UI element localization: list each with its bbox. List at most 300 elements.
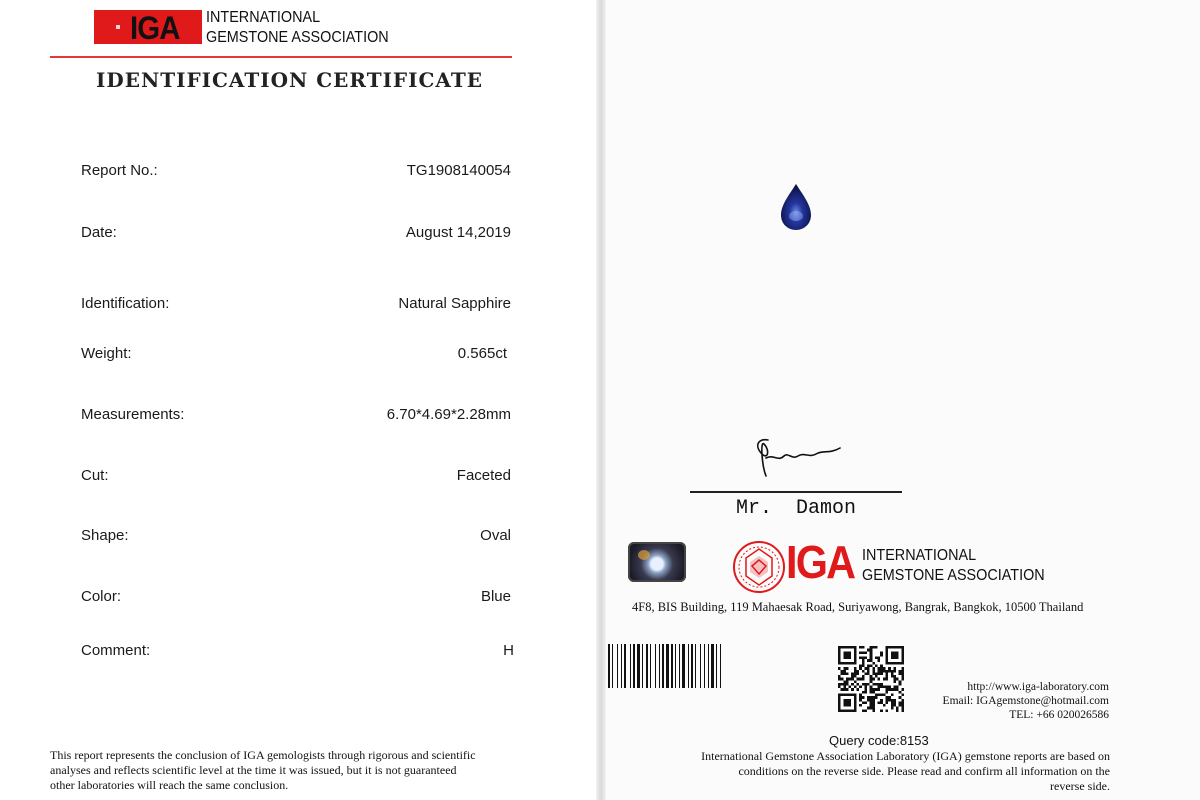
qr-module <box>864 667 867 670</box>
qr-module <box>851 675 854 678</box>
qr-module <box>891 670 894 673</box>
qr-module <box>880 664 883 667</box>
qr-module <box>893 678 896 681</box>
qr-module <box>883 686 886 689</box>
qr-module <box>880 654 883 657</box>
qr-module <box>864 657 867 660</box>
qr-module <box>870 649 873 652</box>
qr-module <box>888 670 891 673</box>
qr-module <box>870 646 873 649</box>
gemstone-photo <box>779 183 813 231</box>
qr-module <box>862 657 865 660</box>
qr-module <box>880 701 883 704</box>
qr-module <box>888 696 891 699</box>
barcode-bar <box>621 644 622 688</box>
qr-module <box>856 670 859 673</box>
qr-module <box>891 701 894 704</box>
qr-module <box>872 672 875 675</box>
qr-module <box>896 707 899 710</box>
qr-module <box>891 694 894 697</box>
field-label: Report No.: <box>81 162 158 179</box>
field-label: Comment: <box>81 642 151 659</box>
barcode-bar <box>655 644 656 688</box>
logo-dot <box>116 25 120 29</box>
field-label: Date: <box>81 224 117 241</box>
qr-module <box>875 683 878 686</box>
qr-module <box>867 659 870 662</box>
field-value: Oval <box>480 527 511 544</box>
qr-module <box>875 688 878 691</box>
qr-module <box>880 694 883 697</box>
qr-module <box>846 683 849 686</box>
qr-module <box>859 699 862 702</box>
qr-module <box>886 691 889 694</box>
barcode-bar <box>617 644 618 688</box>
qr-module <box>880 709 883 712</box>
qr-module <box>841 688 844 691</box>
qr-module <box>851 678 854 681</box>
qr-module <box>883 704 886 707</box>
qr-module <box>893 675 896 678</box>
qr-module <box>838 686 841 689</box>
barcode-bar <box>688 644 689 688</box>
barcode-bar <box>642 644 643 688</box>
signature <box>748 432 848 482</box>
field-value: TG1908140054 <box>406 162 511 179</box>
qr-module <box>880 651 883 654</box>
qr-module <box>875 696 878 699</box>
tel-text: TEL: +66 020026586 <box>1009 709 1109 721</box>
qr-module <box>888 699 891 702</box>
qr-module <box>862 675 865 678</box>
qr-module <box>870 704 873 707</box>
qr-module <box>862 701 865 704</box>
qr-module <box>880 670 883 673</box>
qr-module <box>886 699 889 702</box>
qr-module <box>893 688 896 691</box>
qr-module <box>891 704 894 707</box>
field-label: Identification: <box>81 295 170 312</box>
qr-module <box>870 701 873 704</box>
qr-module <box>859 664 862 667</box>
qr-module <box>878 659 881 662</box>
qr-module <box>901 667 904 670</box>
qr-module <box>899 691 902 694</box>
qr-module <box>867 649 870 652</box>
qr-module <box>891 675 894 678</box>
barcode-bar <box>624 644 626 688</box>
qr-module <box>859 667 862 670</box>
qr-module <box>859 686 862 689</box>
field-cut <box>81 467 511 487</box>
query-code: Query code:8153 <box>829 733 929 748</box>
field-value: Blue <box>480 588 511 605</box>
qr-module <box>899 672 902 675</box>
qr-module <box>883 694 886 697</box>
field-measurements <box>81 406 511 426</box>
field-label: Color: <box>81 588 122 605</box>
qr-module <box>846 680 849 683</box>
qr-module <box>843 683 846 686</box>
qr-module <box>886 678 889 681</box>
qr-module <box>867 667 870 670</box>
field-label: Weight: <box>81 345 132 362</box>
qr-module <box>893 686 896 689</box>
field-label: Shape: <box>81 527 129 544</box>
qr-module <box>893 670 896 673</box>
field-value: Faceted <box>456 467 511 484</box>
qr-module <box>864 683 867 686</box>
qr-module <box>854 680 857 683</box>
qr-module <box>843 686 846 689</box>
qr-module <box>843 667 846 670</box>
qr-module <box>867 696 870 699</box>
qr-module <box>886 670 889 673</box>
barcode-bar <box>608 644 610 688</box>
qr-module <box>867 672 870 675</box>
qr-module <box>862 678 865 681</box>
qr-module <box>886 672 889 675</box>
qr-module <box>896 709 899 712</box>
qr-module <box>886 701 889 704</box>
qr-module <box>843 672 846 675</box>
qr-module <box>862 670 865 673</box>
qr-module <box>901 675 904 678</box>
notice-line: reverse side. <box>1050 779 1110 793</box>
qr-module <box>901 694 904 697</box>
qr-module <box>859 696 862 699</box>
field-shape <box>81 527 511 547</box>
qr-module <box>838 678 841 681</box>
header-divider <box>50 56 512 58</box>
qr-module <box>870 654 873 657</box>
qr-module <box>846 672 849 675</box>
qr-module <box>872 709 875 712</box>
qr-module <box>878 688 881 691</box>
qr-module <box>878 686 881 689</box>
qr-module <box>878 667 881 670</box>
barcode-bar <box>704 644 705 688</box>
barcode-bar <box>708 644 709 688</box>
qr-module <box>896 688 899 691</box>
qr-module <box>841 672 844 675</box>
certificate-title: IDENTIFICATION CERTIFICATE <box>96 68 483 92</box>
barcode-bar <box>662 644 664 688</box>
field-value: H <box>503 642 514 659</box>
qr-module <box>891 651 899 659</box>
qr-module <box>901 678 904 681</box>
qr-module <box>880 686 883 689</box>
qr-module <box>870 675 873 678</box>
qr-module <box>864 686 867 689</box>
qr-module <box>862 659 865 662</box>
qr-module <box>843 680 846 683</box>
qr-module <box>864 672 867 675</box>
qr-module <box>901 688 904 691</box>
barcode-bar <box>637 644 640 688</box>
qr-module <box>859 646 862 649</box>
notice-line: conditions on the reverse side. Please read and confirm all information on the <box>738 764 1110 778</box>
qr-module <box>859 678 862 681</box>
contact-info <box>943 680 1109 722</box>
qr-module <box>838 667 841 670</box>
barcode-bar <box>671 644 673 688</box>
qr-module <box>846 678 849 681</box>
qr-module <box>870 699 873 702</box>
qr-module <box>891 707 894 710</box>
footer-org-name <box>862 546 1045 586</box>
qr-module <box>870 664 873 667</box>
email-text: Email: IGAgemstone@hotmail.com <box>942 695 1109 707</box>
field-comment <box>81 642 514 662</box>
qr-module <box>893 701 896 704</box>
footer-org-line2: GEMSTONE ASSOCIATION <box>862 567 1045 584</box>
qr-module <box>883 670 886 673</box>
field-value: Natural Sapphire <box>398 295 511 312</box>
qr-module <box>893 699 896 702</box>
qr-module <box>870 691 873 694</box>
qr-module <box>870 651 873 654</box>
qr-module <box>883 667 886 670</box>
qr-module <box>854 667 857 670</box>
qr-module <box>856 672 859 675</box>
qr-module <box>849 678 852 681</box>
barcode <box>608 644 802 688</box>
barcode-bar <box>633 644 635 688</box>
qr-module <box>841 683 844 686</box>
qr-module <box>878 694 881 697</box>
qr-module <box>872 696 875 699</box>
qr-module <box>875 664 878 667</box>
qr-module <box>851 688 854 691</box>
hologram-sticker <box>628 542 686 582</box>
website-text: http://www.iga-laboratory.com <box>967 681 1109 693</box>
field-date <box>81 224 511 244</box>
barcode-bar <box>691 644 693 688</box>
qr-module <box>867 664 870 667</box>
qr-module <box>880 672 883 675</box>
qr-module <box>856 688 859 691</box>
qr-module <box>859 651 862 654</box>
barcode-bar <box>650 644 651 688</box>
qr-module <box>886 686 889 689</box>
qr-module <box>883 678 886 681</box>
qr-module <box>864 651 867 654</box>
qr-module <box>867 707 870 710</box>
qr-module <box>886 709 889 712</box>
qr-module <box>878 670 881 673</box>
qr-module <box>864 691 867 694</box>
qr-module <box>901 707 904 710</box>
qr-module <box>872 662 875 665</box>
qr-module <box>872 704 875 707</box>
qr-module <box>841 678 844 681</box>
qr-module <box>870 696 873 699</box>
qr-module <box>901 699 904 702</box>
qr-module <box>859 694 862 697</box>
qr-module <box>870 686 873 689</box>
qr-module <box>893 667 896 670</box>
qr-module <box>862 651 865 654</box>
qr-module <box>867 670 870 673</box>
qr-module <box>870 657 873 660</box>
qr-module <box>878 672 881 675</box>
qr-module <box>901 704 904 707</box>
field-report-no <box>81 162 511 182</box>
iga-logo-text: IGA <box>130 10 180 46</box>
barcode-bar <box>700 644 701 688</box>
qr-module <box>862 646 865 649</box>
qr-module <box>888 667 891 670</box>
qr-module <box>851 672 854 675</box>
qr-module <box>843 699 851 707</box>
iga-logo-block <box>94 10 202 44</box>
qr-module <box>872 667 875 670</box>
barcode-bar <box>659 644 660 688</box>
field-weight <box>81 345 511 365</box>
qr-module <box>872 707 875 710</box>
qr-module <box>878 657 881 660</box>
qr-module <box>878 701 881 704</box>
qr-module <box>862 662 865 665</box>
qr-module <box>851 683 854 686</box>
qr-module <box>899 701 902 704</box>
org-name <box>206 8 389 48</box>
qr-module <box>854 675 857 678</box>
disclaimer <box>50 748 520 793</box>
qr-module <box>893 704 896 707</box>
iga-seal-icon <box>732 540 786 594</box>
qr-module <box>888 686 891 689</box>
qr-module <box>838 675 841 678</box>
qr-module <box>846 667 849 670</box>
qr-module <box>880 683 883 686</box>
qr-module <box>854 670 857 673</box>
qr-module <box>899 670 902 673</box>
org-name-line2: GEMSTONE ASSOCIATION <box>206 29 389 46</box>
qr-module <box>859 704 862 707</box>
field-value: 0.565ct <box>457 345 507 362</box>
qr-module <box>862 691 865 694</box>
qr-module <box>856 683 859 686</box>
qr-module <box>899 704 902 707</box>
qr-module <box>893 680 896 683</box>
qr-module <box>854 686 857 689</box>
qr-module <box>899 680 902 683</box>
barcode-bar <box>630 644 631 688</box>
qr-module <box>878 678 881 681</box>
iga-footer-logo-text: IGA <box>786 536 855 588</box>
qr-module <box>875 646 878 649</box>
qr-module <box>849 686 852 689</box>
qr-module <box>899 696 902 699</box>
qr-module <box>867 683 870 686</box>
field-label: Cut: <box>81 467 109 484</box>
qr-module <box>891 688 894 691</box>
qr-module <box>872 683 875 686</box>
qr-module <box>875 657 878 660</box>
qr-code <box>838 646 904 712</box>
signature-line <box>690 491 902 493</box>
qr-module <box>872 678 875 681</box>
qr-module <box>838 683 841 686</box>
barcode-bar <box>646 644 648 688</box>
signatory-name: Mr. Damon <box>736 497 857 520</box>
qr-module <box>886 696 889 699</box>
barcode-bar <box>612 644 613 688</box>
qr-module <box>901 670 904 673</box>
qr-module <box>872 646 875 649</box>
qr-module <box>864 688 867 691</box>
qr-module <box>843 670 846 673</box>
qr-module <box>872 670 875 673</box>
qr-module <box>899 683 902 686</box>
qr-module <box>891 672 894 675</box>
qr-module <box>875 672 878 675</box>
qr-module <box>872 691 875 694</box>
qr-module <box>856 678 859 681</box>
barcode-bar <box>675 644 676 688</box>
org-name-line1: INTERNATIONAL <box>206 9 321 26</box>
qr-module <box>886 688 889 691</box>
qr-module <box>875 694 878 697</box>
qr-module <box>862 664 865 667</box>
qr-module <box>886 675 889 678</box>
lab-address: 4F8, BIS Building, 119 Mahaesak Road, Suriyawong, Bangrak, Bangkok, 10500 Thailand <box>632 600 1084 614</box>
field-label: Measurements: <box>81 406 185 423</box>
qr-module <box>891 699 894 702</box>
barcode-bar <box>679 644 680 688</box>
qr-module <box>862 683 865 686</box>
field-value: 6.70*4.69*2.28mm <box>386 406 511 423</box>
barcode-bar <box>666 644 669 688</box>
disclaimer-line: analyses and reflects scientific level at the time it was issued, but it is not guaranteed <box>50 763 457 777</box>
qr-module <box>888 688 891 691</box>
field-value: August 14,2019 <box>405 224 511 241</box>
qr-module <box>859 657 862 660</box>
qr-module <box>896 678 899 681</box>
barcode-bar <box>720 644 721 688</box>
qr-module <box>872 699 875 702</box>
qr-module <box>843 688 846 691</box>
qr-module <box>870 707 873 710</box>
qr-module <box>901 709 904 712</box>
disclaimer-line: other laboratories will reach the same conclusion. <box>50 778 289 792</box>
qr-module <box>841 670 844 673</box>
qr-module <box>901 701 904 704</box>
qr-module <box>870 688 873 691</box>
qr-module <box>864 701 867 704</box>
qr-module <box>896 686 899 689</box>
footer-org-line1: INTERNATIONAL <box>862 547 977 564</box>
qr-module <box>862 709 865 712</box>
reverse-side-notice <box>640 749 1110 794</box>
qr-module <box>862 696 865 699</box>
qr-module <box>875 675 878 678</box>
qr-module <box>843 651 851 659</box>
qr-module <box>880 699 883 702</box>
field-color <box>81 588 511 608</box>
qr-module <box>901 672 904 675</box>
barcode-bar <box>682 644 685 688</box>
qr-module <box>864 709 867 712</box>
barcode-bar <box>716 644 717 688</box>
qr-module <box>872 701 875 704</box>
field-identification <box>81 295 511 315</box>
qr-module <box>870 680 873 683</box>
page-fold <box>596 0 606 800</box>
disclaimer-line: This report represents the conclusion of IGA gemologists through rigorous and scientific <box>50 748 476 762</box>
